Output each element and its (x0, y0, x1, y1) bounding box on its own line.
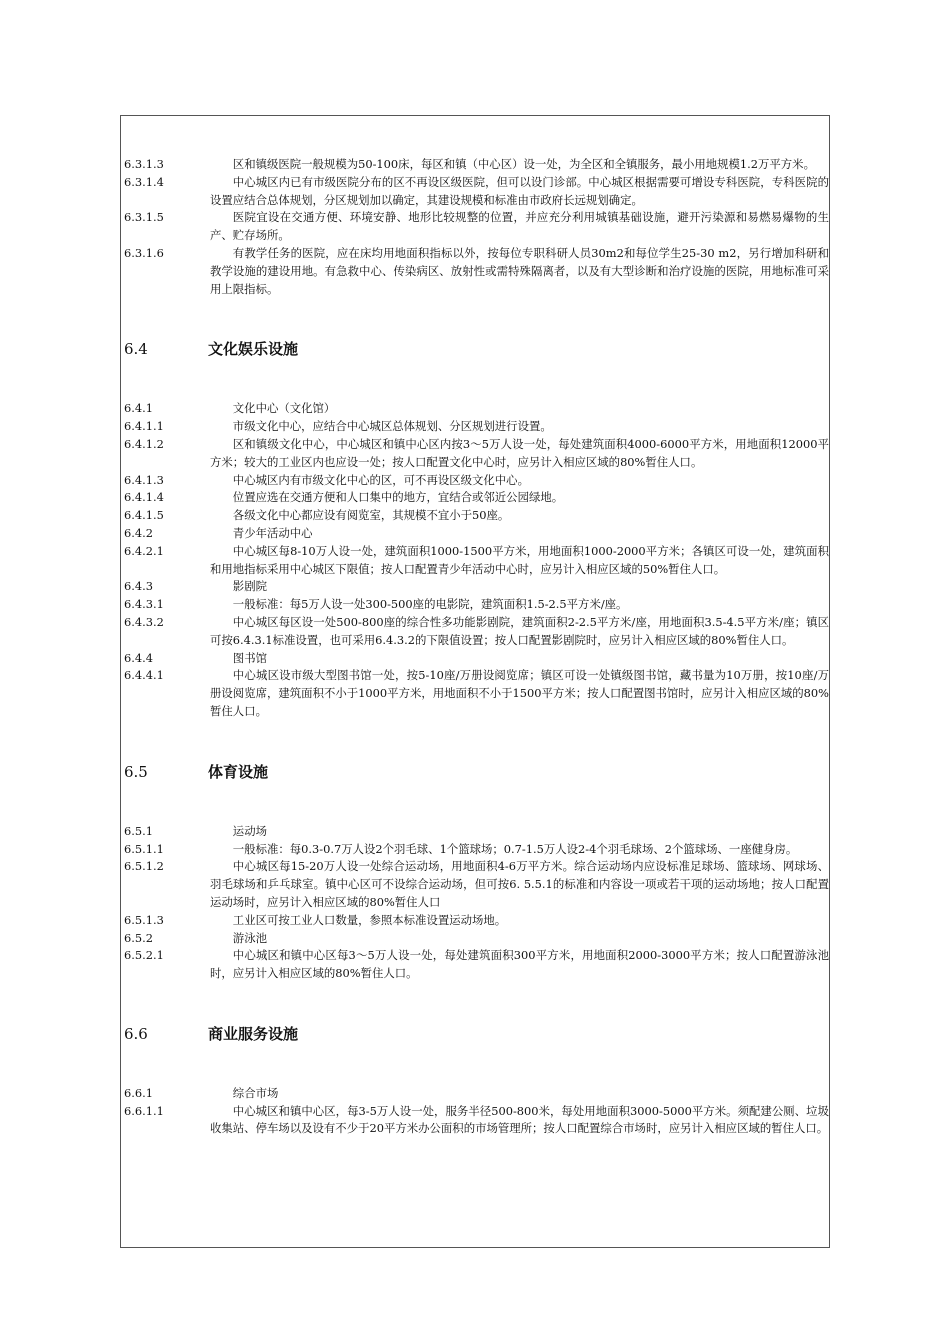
clause-text: 位置应选在交通方便和人口集中的地方，宜结合或邻近公园绿地。 (232, 490, 564, 505)
clause-number: 6.5.1 (124, 823, 153, 838)
clause-text: 一般标准：每0.3-0.7万人设2个羽毛球、1个篮球场；0.7-1.5万人设2-4个羽毛球场、2个篮球场、一座健身房。 (232, 841, 798, 856)
section-heading (124, 1023, 829, 1045)
clause-item (124, 1085, 829, 1103)
clause-number: 6.5.1.2 (124, 859, 164, 874)
clause-item (124, 245, 829, 298)
section-heading (124, 338, 829, 360)
clause-text: 中心城区每8-10万人设一处，建筑面积1000-1500平方米，用地面积1000-2000平方米；各镇区可设一处，建筑面积和用地指标采用中心城区下限值；按人口配置青少年活动中心时，应另计入相应区域的50%暂住人口。 (210, 543, 829, 576)
clause-text: 图书馆 (232, 650, 267, 665)
clause-number: 6.4.1.4 (124, 490, 164, 505)
clause-number: 6.6.1.1 (124, 1103, 164, 1118)
section-heading (124, 761, 829, 783)
clause-number: 6.4.1.2 (124, 436, 164, 451)
clause-item (124, 400, 829, 418)
clause-number: 6.5.2 (124, 930, 153, 945)
clause-number: 6.4.3 (124, 579, 153, 594)
clause-text: 中心城区内有市级文化中心的区，可不再设区级文化中心。 (232, 472, 529, 487)
clause-item (124, 930, 829, 948)
clause-item (124, 472, 829, 490)
clause-text: 影剧院 (232, 579, 267, 594)
clause-item (124, 578, 829, 596)
section-title: 商业服务设施 (208, 1024, 299, 1043)
clause-text: 中心城区每15-20万人设一处综合运动场，用地面积4-6万平方米。综合运动场内应设标准足球场、篮球场、网球场、羽毛球场和乒乓球室。镇中心区可不设综合运动场，但可按6. 5.5.1的标准和内容设一项或若干项的运动场地；按人口配置运动场时，应另计入相应区域的80%暂住人口 (210, 859, 829, 909)
clause-text: 区和镇级医院一般规模为50-100床，每区和镇（中心区）设一处，为全区和全镇服务，最小用地规模1.2万平方米。 (232, 157, 815, 171)
clause-number: 6.4.4.1 (124, 668, 164, 683)
clause-number: 6.4.2 (124, 525, 153, 540)
clause-number: 6.4.2.1 (124, 543, 164, 558)
clause-item (124, 174, 829, 210)
clause-item (124, 156, 829, 174)
clause-text: 中心城区每区设一处500-800座的综合性多功能影剧院，建筑面积2-2.5平方米/座，用地面积3.5-4.5平方米/座；镇区可按6.4.3.1标准设置，也可采用6.4.3.2的下限值设置；按人口配置影剧院时，应另计入相应区域的80%暂住人口。 (210, 614, 829, 647)
clause-text: 运动场 (232, 823, 267, 838)
section-number: 6.4 (124, 340, 148, 359)
clause-item (124, 823, 829, 841)
clause-text: 工业区可按工业人口数量，参照本标准设置运动场地。 (232, 912, 507, 927)
clause-item (124, 525, 829, 543)
clause-item (124, 543, 829, 579)
clause-item (124, 614, 829, 650)
clause-text: 区和镇级文化中心，中心城区和镇中心区内按3～5万人设一处，每处建筑面积4000-6000平方米，用地面积12000平方米；较大的工业区内也应设一处；按人口配置文化中心时，应另计入相应区域的80%暂住人口。 (210, 436, 829, 469)
clause-text: 中心城区和镇中心区每3～5万人设一处，每处建筑面积300平方米，用地面积2000-3000平方米；按人口配置游泳池时，应另计入相应区域的80%暂住人口。 (210, 948, 829, 981)
clause-item (124, 489, 829, 507)
clause-number: 6.4.1.5 (124, 508, 164, 523)
clause-number: 6.4.4 (124, 650, 153, 665)
clause-number: 6.4.3.1 (124, 597, 164, 612)
clause-text: 中心城区内已有市级医院分布的区不再设区级医院，但可以设门诊部。中心城区根据需要可增设专科医院，专科医院的设置应结合总体规划，分区规划加以确定，其建设规模和标准由市政府长远规划确定。 (210, 174, 829, 207)
section-title: 体育设施 (208, 762, 269, 781)
clause-item (124, 1103, 829, 1139)
clause-number: 6.3.1.5 (124, 210, 164, 225)
clause-number: 6.4.1.3 (124, 472, 164, 487)
clause-item (124, 596, 829, 614)
clause-text: 市级文化中心，应结合中心城区总体规划、分区规划进行设置。 (232, 419, 552, 434)
clause-number: 6.5.1.3 (124, 912, 164, 927)
section-number: 6.6 (124, 1024, 148, 1043)
clause-number: 6.3.1.6 (124, 245, 164, 260)
clause-item (124, 667, 829, 720)
clause-text: 中心城区设市级大型图书馆一处，按5-10座/万册设阅览席；镇区可设一处镇级图书馆，藏书量为10万册，按10座/万册设阅览席，建筑面积不小于1000平方米，用地面积不小于1500平方米；按人口配置图书馆时，应另计入相应区域的80%暂住人口。 (210, 668, 829, 718)
clause-item (124, 912, 829, 930)
clause-item (124, 650, 829, 668)
clause-text: 中心城区和镇中心区，每3-5万人设一处，服务半径500-800米，每处用地面积3000-5000平方米。须配建公厕、垃圾收集站、停车场以及设有不少于20平方米办公面积的市场管理所；按人口配置综合市场时，应另计入相应区域的暂住人口。 (210, 1103, 829, 1136)
clause-text: 游泳池 (232, 930, 267, 945)
clause-number: 6.4.1.1 (124, 419, 164, 434)
clause-item (124, 209, 829, 245)
clause-text: 青少年活动中心 (232, 525, 313, 540)
clause-text: 医院宜设在交通方便、环境安静、地形比较规整的位置，并应充分利用城镇基础设施，避开污染源和易燃易爆物的生产、贮存场所。 (210, 210, 829, 243)
clause-text: 综合市场 (232, 1085, 279, 1100)
section-title: 文化娱乐设施 (208, 340, 299, 359)
document-body (124, 156, 829, 1138)
clause-item (124, 436, 829, 472)
clause-number: 6.3.1.4 (124, 174, 164, 189)
clause-text: 各级文化中心都应设有阅览室，其规模不宜小于50座。 (232, 508, 510, 523)
clause-number: 6.6.1 (124, 1085, 153, 1100)
clause-item (124, 507, 829, 525)
clause-number: 6.5.1.1 (124, 841, 164, 856)
clause-text: 有教学任务的医院，应在床均用地面积指标以外，按每位专职科研人员30m2和每位学生25-30 m2，另行增加科研和教学设施的建设用地。有急救中心、传染病区、放射性或需特殊隔离者，以及有大型诊断和治疗设施的医院，用地标准可采用上限指标。 (210, 245, 829, 296)
clause-text: 文化中心（文化馆） (232, 401, 336, 416)
clause-number: 6.5.2.1 (124, 948, 164, 963)
clause-number: 6.4.1 (124, 401, 153, 416)
clause-item (124, 841, 829, 859)
clause-item (124, 418, 829, 436)
clause-number: 6.3.1.3 (124, 157, 164, 171)
clause-item (124, 858, 829, 911)
clause-number: 6.4.3.2 (124, 614, 164, 629)
section-number: 6.5 (124, 762, 148, 781)
clause-item (124, 947, 829, 983)
clause-text: 一般标准：每5万人设一处300-500座的电影院，建筑面积1.5-2.5平方米/座。 (232, 597, 628, 612)
